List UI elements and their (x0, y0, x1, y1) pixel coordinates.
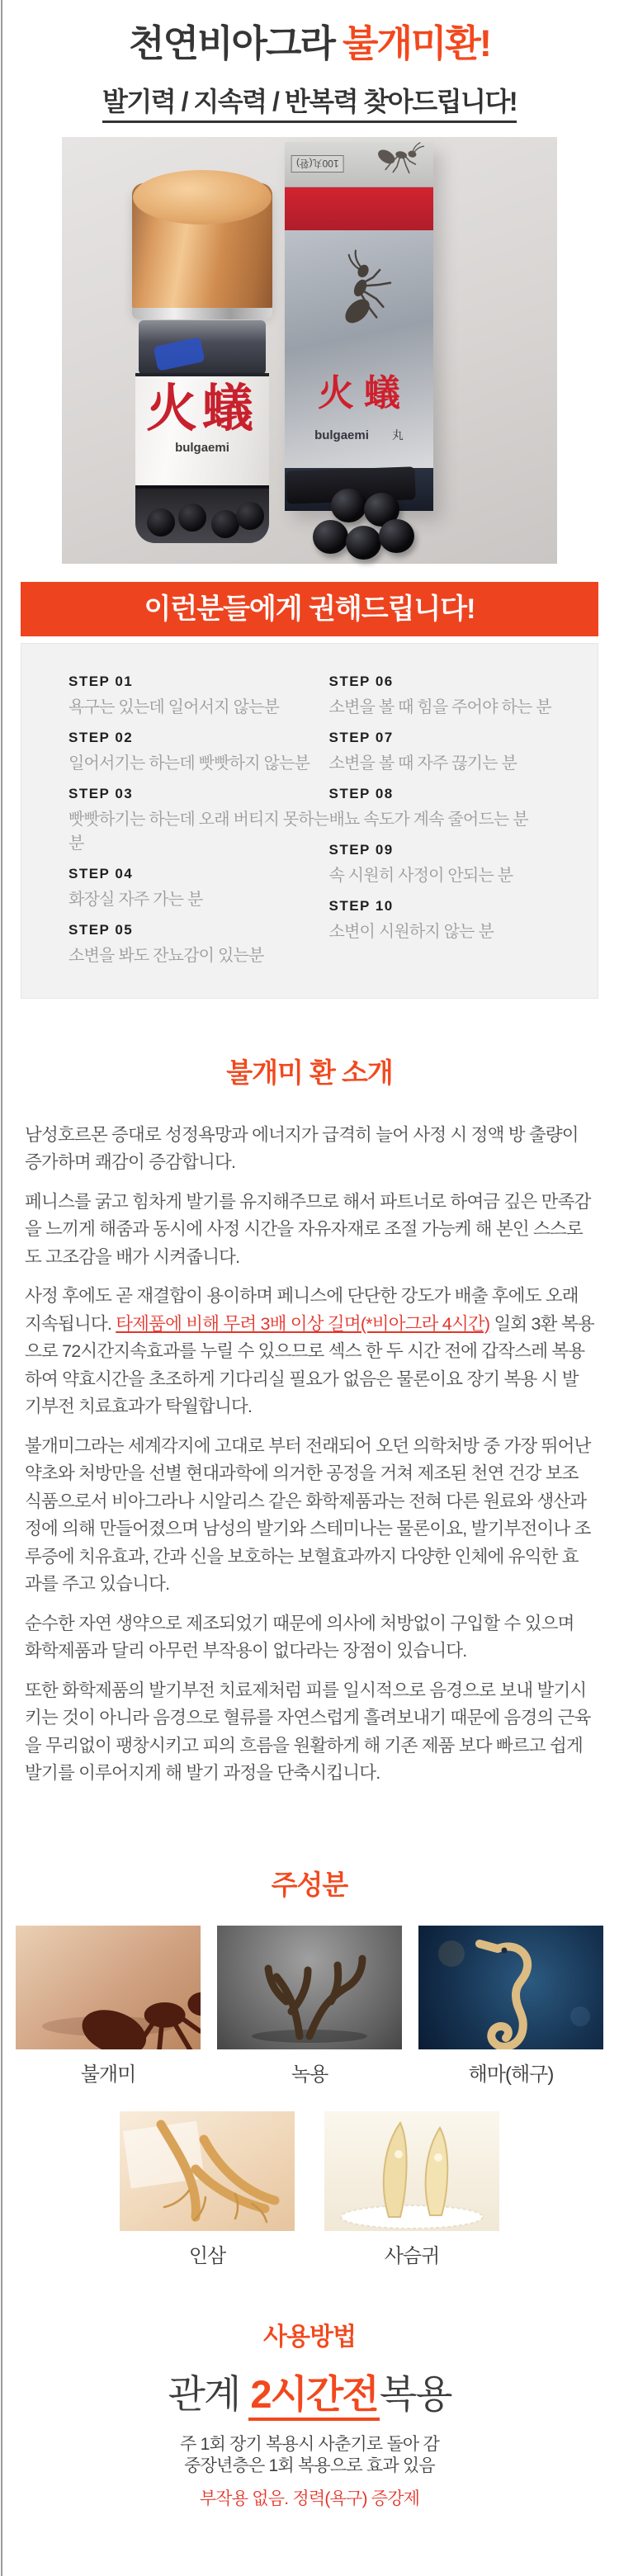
bottle-cap-top (133, 170, 272, 225)
product-box (285, 142, 433, 510)
p3-highlight: 타제품에 비해 무려 3배 이상 길며(*비아그라 4시간) (116, 1313, 490, 1334)
fire-ant-photo (16, 1926, 201, 2049)
bottle-brand-cjk: 火蟻 (145, 377, 258, 438)
ant-icon (371, 142, 431, 180)
step-text: 일어서기는 하는데 빳빳하지 않는분 (69, 754, 310, 773)
deer-ear-icon (324, 2111, 499, 2231)
box-pill-char: 丸 (391, 428, 404, 442)
step-item (69, 866, 329, 910)
step-item (69, 730, 329, 773)
seahorse-photo (418, 1926, 603, 2049)
step-item (69, 674, 329, 717)
ingredients-heading: 주성분 (271, 1869, 348, 1900)
product-photo (62, 137, 557, 564)
bottle-brand-roman: bulgaemi (175, 440, 229, 455)
desiccant-pack (154, 337, 206, 371)
ingredient-label: 불개미 (80, 2063, 136, 2086)
pill (147, 508, 175, 536)
intro-paragraph: 또한 화학제품의 발기부전 치료제처럼 피를 일시적으로 음경으로 보내 발기시키는 것이 아니라 음경으로 혈류를 자연스럽게 흘려보내기 때문에 음경의 근육을 무리없이 팽창시키고 피의 흐름을 원활하게 해 기존 제품 보다 빠르고 쉽게 발기를 이루어지게 해 발기 과정을 단축시킵니다. (25, 1680, 591, 1783)
usage-heading: 사용방법 (263, 2323, 356, 2351)
usage-warning: 부작용 없음. 정력(욕구) 증강제 (199, 2489, 420, 2508)
steps-box (21, 643, 598, 999)
pill (346, 526, 381, 560)
box-brand-roman-row (285, 427, 433, 443)
recommend-banner-text: 이런분들에게 권해드립니다! (144, 593, 475, 625)
steps-column-right (329, 674, 590, 978)
pill (211, 510, 239, 538)
ingredient-antler (217, 1926, 402, 2087)
step-label: STEP 09 (328, 841, 394, 858)
product-bottle (132, 170, 272, 543)
intro-paragraph: 순수한 자연 생약으로 제조되었기 때문에 의사에 처방없이 구입할 수 있으며 화학제품과 달리 아무런 부작용이 없다라는 장점이 있습니다. (25, 1613, 574, 1661)
step-text: 소변을 볼 때 힘을 주어야 하는 분 (328, 697, 551, 716)
usage-line-2: 중장년층은 1회 복용으로 효과 있음 (184, 2455, 435, 2475)
step-text: 소변을 볼 때 자주 끊기는 분 (328, 754, 517, 773)
step-text: 소변이 시원하지 않는 분 (328, 922, 494, 941)
step-label: STEP 05 (69, 921, 134, 938)
bottle-cap-ring (132, 308, 272, 319)
step-label: STEP 08 (328, 785, 394, 801)
step-text: 배뇨 속도가 계속 줄어드는 분 (328, 810, 528, 829)
p3-pre: 사정 후에도 곧 재결합이 용이하며 페니스에 단단한 강도가 배출 후에도 오래 지속됩니다. (25, 1286, 579, 1334)
steps-column-left (69, 674, 329, 978)
ginseng-photo (120, 2111, 295, 2231)
step-label: STEP 03 (69, 785, 134, 801)
bottle-neck (139, 320, 266, 375)
step-label: STEP 01 (69, 673, 134, 689)
step-item (329, 730, 590, 773)
ingredients-row-2 (0, 2111, 619, 2268)
ginseng-icon (120, 2111, 295, 2231)
ingredient-deer-ear (324, 2111, 499, 2268)
step-item (329, 898, 590, 942)
step-item (69, 786, 329, 853)
ingredients-row-1 (0, 1926, 619, 2087)
usage-main-line (0, 2364, 619, 2419)
title-dark-part: 천연비아그라 (129, 22, 334, 64)
bottle-cap (132, 183, 272, 314)
box-brand-roman: bulgaemi (314, 428, 369, 442)
intro-paragraph: 남성호르몬 증대로 성정욕망과 에너지가 급격히 늘어 사정 시 정액 방 출량이 증가하며 쾌감이 증감합니다. (25, 1124, 579, 1172)
box-brand-cjk: 火蟻 (318, 371, 410, 414)
intro-paragraph: 페니스를 굵고 힘차게 발기를 유지해주므로 해서 파트너로 하여금 깊은 만족감을 느끼게 해줌과 동시에 사정 시간을 자유자재로 조절 가능케 해 본인 스스로도 고조감을 배가 시켜줍니다. (25, 1191, 591, 1267)
step-text: 빳빳하기는 하는데 오래 버티지 못하는분 (69, 810, 329, 853)
pill (236, 502, 264, 530)
usage-section (0, 2316, 619, 2576)
intro-section (0, 1052, 619, 1788)
box-lid (285, 142, 433, 187)
step-label: STEP 04 (69, 865, 134, 882)
step-item (69, 922, 329, 966)
bottle-label (135, 376, 269, 485)
ingredient-label: 사슴귀 (384, 2244, 440, 2267)
step-text: 화장실 자주 가는 분 (69, 890, 203, 909)
antler-icon (217, 1926, 402, 2049)
ingredients-section (0, 1864, 619, 2268)
header (0, 0, 619, 119)
step-item (329, 842, 590, 886)
step-label: STEP 10 (328, 897, 394, 914)
usage-main-pre: 관계 (168, 2371, 249, 2416)
page-subtitle (0, 81, 619, 119)
step-label: STEP 07 (328, 729, 394, 745)
box-front-panel (285, 230, 433, 468)
step-item (329, 674, 590, 717)
pill (178, 503, 206, 532)
usage-main-highlight: 2시간전 (248, 2372, 379, 2421)
box-lid-count-tag: 100丸(환) (291, 155, 344, 173)
usage-main-post: 복용 (379, 2371, 451, 2416)
ingredient-label: 인삼 (188, 2244, 226, 2267)
step-label: STEP 02 (69, 729, 134, 745)
intro-heading: 불개미 환 소개 (226, 1056, 393, 1088)
usage-line-1: 주 1회 장기 복용시 사춘기로 돌아 감 (180, 2434, 439, 2454)
recommend-banner (21, 582, 598, 636)
intro-paragraph (25, 1283, 594, 1421)
page-title (0, 23, 619, 64)
pill (379, 519, 414, 553)
step-label: STEP 06 (328, 673, 394, 689)
ant-icon (314, 239, 407, 340)
antler-photo (217, 1926, 402, 2049)
step-text: 속 시원히 사정이 안되는 분 (328, 866, 513, 885)
step-item (329, 786, 590, 830)
subtitle-text: 발기력 / 지속력 / 반복력 찾아드립니다! (102, 87, 517, 123)
page-left-border (1, 0, 2, 2576)
pill (313, 520, 348, 554)
ingredient-ginseng (120, 2111, 295, 2268)
ingredient-seahorse (418, 1926, 603, 2087)
pill (331, 489, 366, 522)
step-text: 욕구는 있는데 일어서지 않는분 (69, 697, 280, 716)
p3-post: 일회 3환 복용으로 72시간지속효과를 누릴 수 있으므로 섹스 한 두 시간 전에 갑작스레 복용하여 약효시간을 초조하게 기다리실 필요가 없음은 물론이요 장기 복용 시 발기부전 치료효과가 탁월합니다. (25, 1313, 594, 1416)
ingredient-fire-ant (16, 1926, 201, 2087)
ant-icon (16, 1926, 201, 2049)
intro-paragraph: 불개미그라는 세계각지에 고대로 부터 전래되어 오던 의학처방 중 가장 뛰어난 약초와 처방만을 선별 현대과학에 의거한 공정을 거쳐 제조된 천연 건강 보조식품으로서 비아그라나 시알리스 같은 화학제품과는 전혀 다른 원료와 생산과정에 의해 만들어졌으며 남성의 발기와 스테미나는 물론이요, 발기부전이나 조루증에 치유효과, 간과 신을 보호하는 보혈효과까지 다양한 인체에 유익한 효과를 주고 있습니다. (25, 1435, 591, 1594)
box-red-band (285, 187, 433, 230)
ingredient-label: 해마(해구) (468, 2063, 554, 2086)
deer-ear-photo (324, 2111, 499, 2231)
bottle-glass-bottom (135, 489, 269, 543)
title-accent-part: 불개미환! (342, 22, 490, 64)
seahorse-icon (418, 1926, 603, 2049)
bottle-body (135, 373, 269, 543)
loose-pills (308, 489, 423, 561)
step-text: 소변을 봐도 잔뇨감이 있는분 (69, 946, 264, 965)
ingredient-label: 녹용 (291, 2063, 328, 2086)
